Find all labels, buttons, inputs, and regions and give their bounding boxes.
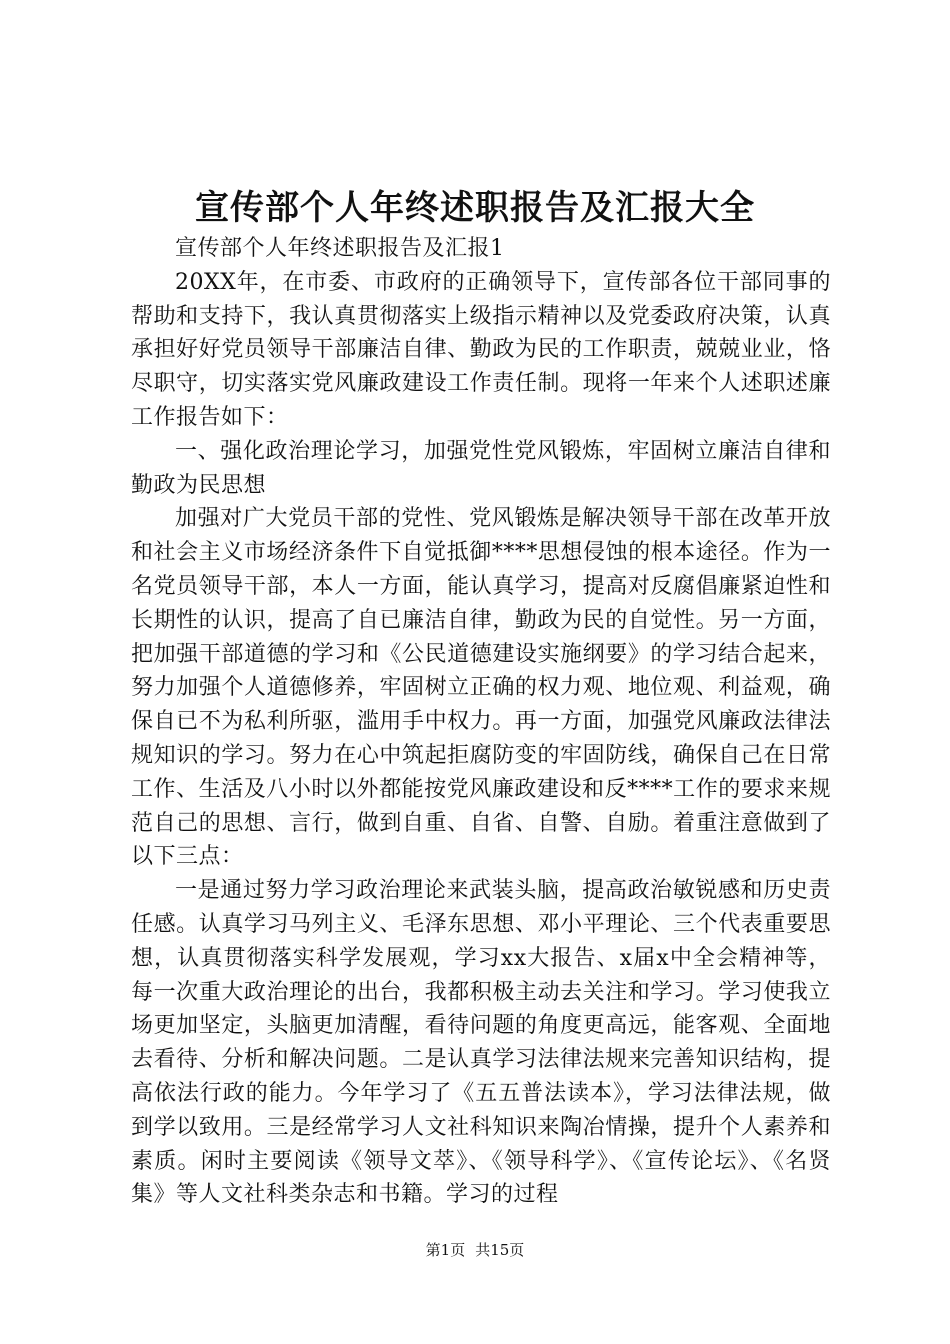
page-footer [0, 1240, 950, 1260]
body-paragraph: 一是通过努力学习政治理论来武装头脑，提高政治敏锐感和历史责任感。认真学习马列主义、毛泽东思想、邓小平理论、三个代表重要思想，认真贯彻落实科学发展观，学习xx大报告、x届x中全会精神等，每一次重大政治理论的出台，我都积极主动去关注和学习。学习使我立场更加坚定，头脑更加清醒，看待问题的角度更高远，能客观、全面地去看待、分析和解决问题。二是认真学习法律法规来完善知识结构，提高依法行政的能力。今年学习了《五五普法读本》，学习法律法规，做到学以致用。三是经常学习人文社科知识来陶冶情操，提升个人素养和素质。闲时主要阅读《领导文萃》、《领导科学》、《宣传论坛》、《名贤集》等人文社科类杂志和书籍。学习的过程 [131, 878, 831, 1208]
document-title: 宣传部个人年终述职报告及汇报大全 [195, 188, 755, 228]
page-total: 共15页 [475, 1241, 525, 1259]
intro-paragraph: 20XX年，在市委、市政府的正确领导下，宣传部各位干部同事的帮助和支持下，我认真贯彻落实上级指示精神以及党委政府决策，认真承担好好党员领导干部廉洁自律、勤政为民的工作职责，兢兢业业，恪尽职守，切实落实党风廉政建设工作责任制。现将一年来个人述职述廉工作报告如下： [131, 269, 831, 430]
document-body [131, 232, 831, 1212]
section-heading: 一、强化政治理论学习，加强党性党风锻炼，牢固树立廉洁自律和勤政为民思想 [131, 438, 831, 498]
body-paragraph: 加强对广大党员干部的党性、党风锻炼是解决领导干部在改革开放和社会主义市场经济条件下自觉抵御****思想侵蚀的根本途径。作为一名党员领导干部，本人一方面，能认真学习，提高对反腐倡廉紧迫性和长期性的认识，提高了自已廉洁自律，勤政为民的自觉性。另一方面，把加强干部道德的学习和《公民道德建设实施纲要》的学习结合起来，努力加强个人道德修养，牢固树立正确的权力观、地位观、利益观，确保自已不为私利所驱，滥用手中权力。再一方面，加强党风廉政法律法规知识的学习。努力在心中筑起拒腐防变的牢固防线，确保自己在日常工作、生活及八小时以外都能按党风廉政建设和反****工作的要求来规范自己的思想、言行，做到自重、自省、自警、自励。着重注意做到了以下三点： [131, 506, 831, 870]
page-number: 第1页 [425, 1241, 466, 1259]
subtitle-paragraph: 宣传部个人年终述职报告及汇报1 [175, 236, 505, 261]
